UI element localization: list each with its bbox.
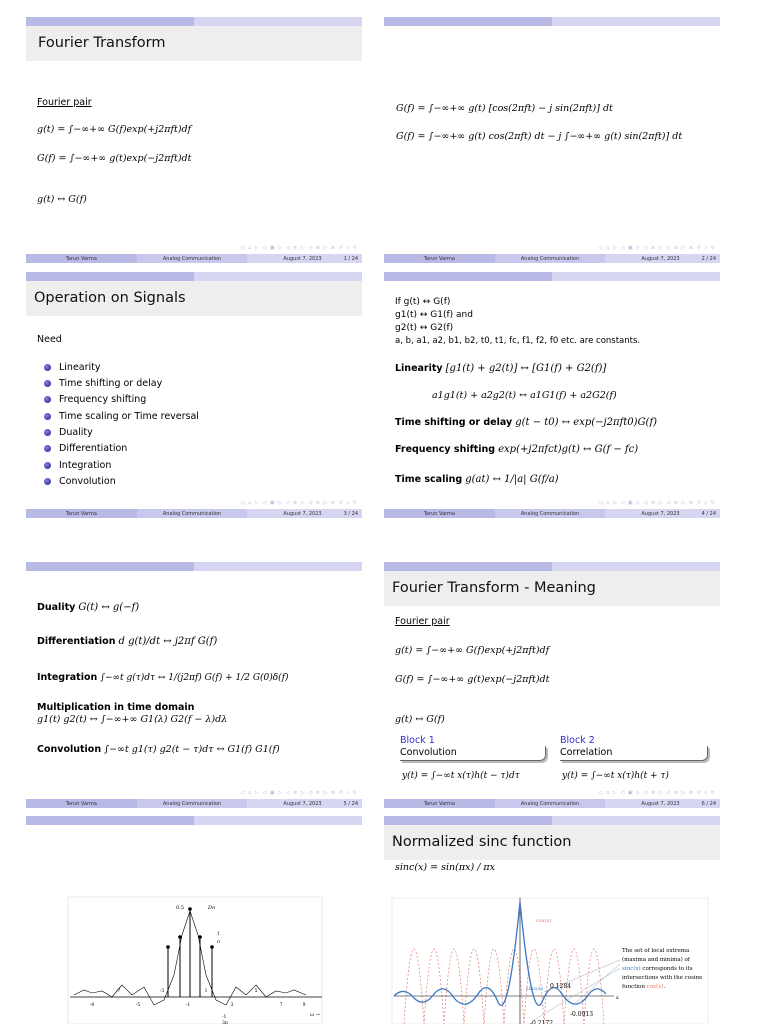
page-number: 6 / 24 [701, 800, 717, 807]
footer-course: Analog Communication [495, 509, 606, 518]
footer-course: Analog Communication [495, 254, 606, 263]
given-line: If g(t) ↔ G(f) [395, 297, 451, 307]
slide-footer [26, 254, 362, 263]
equation: ∫−∞t g(τ)dτ ↔ 1/(j2πf) G(f) + 1/2 G(0)δ(f) [100, 673, 289, 683]
equation: G(f) = ∫−∞+∞ g(t) [cos(2πft) − j sin(2πft)] dt [396, 103, 613, 114]
block-1 [400, 735, 546, 765]
tick-label: -3 [159, 989, 165, 994]
fourier-pair-label: Fourier pair [37, 97, 92, 108]
tick-label: 9 [302, 1003, 306, 1008]
list-item: Integration [44, 460, 111, 471]
tick-label: -7 [115, 989, 121, 994]
footer-author: Tarun Varma [384, 254, 495, 263]
slide-title: Fourier Transform [38, 35, 166, 51]
equation: g(t) = ∫−∞+∞ G(f)exp(+j2πft)df [395, 645, 550, 656]
footer-course: Analog Communication [495, 799, 606, 808]
footer-date: August 7, 2023 [641, 510, 680, 517]
value-label: -0.2172 [530, 1020, 554, 1024]
property-label: Integration [37, 672, 98, 683]
property-label: Time shifting or delay [395, 417, 513, 428]
block-2 [560, 735, 708, 765]
page-number: 1 / 24 [343, 255, 359, 262]
list-item: Convolution [44, 476, 116, 487]
neg-den: 3π [222, 1021, 228, 1024]
footer-date: August 7, 2023 [283, 510, 322, 517]
neg-num: -1 [222, 1015, 227, 1020]
tick-label: -1 [185, 1003, 191, 1008]
given-line: a, b, a1, a2, b1, b2, t0, t1, fc, f1, f2, f0 etc. are constants. [395, 336, 641, 346]
frac-num: 1 [217, 932, 220, 937]
page-number: 4 / 24 [701, 510, 717, 517]
beamer-nav-icons[interactable]: ◁ ▫ ▷ ◁ ▣ ▷ ◁ ≡ ▷ ◁ ≡ ▷ ≡ ↺ ⌕ ↻ [598, 245, 716, 251]
property-label: Time scaling [395, 474, 463, 485]
slide-1 [26, 17, 362, 263]
equation: G(f) = ∫−∞+∞ g(t)exp(−j2πft)dt [395, 674, 550, 685]
sinc-definition: sinc(x) = sin(πx) / πx [395, 862, 496, 873]
slide-3 [26, 272, 362, 518]
value-label: 0.1284 [550, 983, 571, 990]
footer-date: August 7, 2023 [283, 255, 322, 262]
caption-line: function cos(x). [622, 984, 666, 990]
block-title: Block 1 [400, 735, 435, 746]
footer-date: August 7, 2023 [641, 800, 680, 807]
block-body: Correlation [560, 746, 708, 761]
property-label: Duality [37, 602, 76, 613]
slide-5 [26, 562, 362, 808]
slide-header-bar [384, 272, 720, 281]
slide-title: Normalized sinc function [392, 834, 572, 850]
dn-label: Dn [208, 905, 216, 911]
footer-author: Tarun Varma [384, 509, 495, 518]
slide-title: Operation on Signals [34, 290, 186, 306]
slide-header-bar [384, 17, 720, 26]
equation: G(f) = ∫−∞+∞ g(t)exp(−j2πft)dt [37, 153, 192, 164]
tick-label: -9 [89, 1003, 95, 1008]
beamer-nav-icons[interactable]: ◁ ▫ ▷ ◁ ▣ ▷ ◁ ≡ ▷ ◁ ≡ ▷ ≡ ↺ ⌕ ↻ [598, 790, 716, 796]
equation: d g(t)/dt ↔ j2πf G(f) [118, 636, 218, 647]
equation: g(t − t0) ↔ exp(−j2πft0)G(f) [515, 417, 658, 428]
slide-7 [26, 816, 362, 1024]
line-spectrum-figure [26, 825, 362, 1024]
footer-course: Analog Communication [137, 254, 248, 263]
footer-date: August 7, 2023 [283, 800, 322, 807]
frac-den: π [217, 940, 220, 945]
slide-header-bar [26, 562, 362, 571]
equation: g1(t) g2(t) ↔ ∫−∞+∞ G1(λ) G2(f − λ)dλ [37, 714, 228, 725]
footer-date: August 7, 2023 [641, 255, 680, 262]
beamer-nav-icons[interactable]: ◁ ▫ ▷ ◁ ▣ ▷ ◁ ≡ ▷ ◁ ≡ ▷ ≡ ↺ ⌕ ↻ [240, 790, 358, 796]
page-number: 3 / 24 [343, 510, 359, 517]
equation: exp(+j2πfct)g(t) ↔ G(f − fc) [498, 444, 639, 455]
slide-header-bar [26, 17, 362, 26]
given-line: g1(t) ↔ G1(f) and [395, 310, 473, 320]
list-item: Frequency shifting [44, 394, 146, 405]
sinc-plot [384, 894, 720, 1024]
tick-label: 1 [204, 989, 208, 994]
equation: a1g1(t) + a2g2(t) ↔ a1G1(f) + a2G2(f) [432, 390, 617, 401]
tick-label: -5 [135, 1003, 141, 1008]
slide-header-bar [26, 816, 362, 825]
value-label: -0.0913 [570, 1011, 594, 1018]
footer-author: Tarun Varma [26, 799, 137, 808]
list-item: Time scaling or Time reversal [44, 411, 199, 422]
property-label: Multiplication in time domain [37, 702, 195, 713]
equation: g(t) = ∫−∞+∞ G(f)exp(+j2πft)df [37, 124, 192, 135]
slide-2 [384, 17, 720, 263]
block-body: Convolution [400, 746, 546, 761]
given-line: g2(t) ↔ G2(f) [395, 323, 454, 333]
page-number: 5 / 24 [343, 800, 359, 807]
tick-label: 5 [254, 989, 258, 994]
list-item: Duality [44, 427, 93, 438]
slide-header-bar [26, 272, 362, 281]
equation: G(f) = ∫−∞+∞ g(t) cos(2πft) dt − j ∫−∞+∞ g(t) sin(2πft)] dt [396, 131, 683, 142]
fourier-pair-label: Fourier pair [395, 616, 450, 627]
slide-title: Fourier Transform - Meaning [392, 580, 596, 596]
footer-author: Tarun Varma [384, 799, 495, 808]
equation: G(t) ↔ g(−f) [78, 602, 140, 613]
peak-label: 0.5 [176, 905, 184, 911]
list-item: Time shifting or delay [44, 378, 162, 389]
slide-footer [384, 509, 720, 518]
equation: g(t) ↔ G(f) [395, 714, 445, 725]
tick-label: 7 [279, 1003, 283, 1008]
sinc-label: sinc(x) [526, 986, 543, 992]
footer-course: Analog Communication [137, 509, 248, 518]
page-number: 2 / 24 [701, 255, 717, 262]
beamer-nav-icons[interactable]: ◁ ▫ ▷ ◁ ▣ ▷ ◁ ≡ ▷ ◁ ≡ ▷ ≡ ↺ ⌕ ↻ [240, 500, 358, 506]
tick-label: 3 [230, 1003, 234, 1008]
need-label: Need [37, 334, 62, 345]
slide-footer [26, 509, 362, 518]
property-label: Differentiation [37, 636, 116, 647]
caption-line: The set of local extrema [622, 948, 690, 954]
equation: g(at) ↔ 1/|a| G(f/a) [465, 474, 559, 485]
equation: [g1(t) + g2(t)] ↔ [G1(f) + G2(f)] [445, 363, 607, 374]
slide-4 [384, 272, 720, 518]
slide-footer [26, 799, 362, 808]
cos-label: cos(x) [536, 918, 552, 924]
slide-footer [384, 799, 720, 808]
x-axis-label: x [616, 995, 619, 1001]
property-label: Linearity [395, 363, 443, 374]
equation: ∫−∞t g1(τ) g2(t − τ)dτ ↔ G1(f) G1(f) [104, 744, 280, 755]
slide-footer [384, 254, 720, 263]
footer-course: Analog Communication [137, 799, 248, 808]
equation: y(t) = ∫−∞t x(τ)h(t − τ)dτ [402, 771, 520, 781]
caption-line: sinc(x) corresponds to its [622, 966, 693, 972]
axis-label: ω → [310, 1012, 320, 1018]
slide-6 [384, 562, 720, 808]
beamer-nav-icons[interactable]: ◁ ▫ ▷ ◁ ▣ ▷ ◁ ≡ ▷ ◁ ≡ ▷ ≡ ↺ ⌕ ↻ [598, 500, 716, 506]
equation: y(t) = ∫−∞t x(τ)h(t + τ) [562, 771, 669, 781]
block-title: Block 2 [560, 735, 595, 746]
list-item: Differentiation [44, 443, 127, 454]
property-label: Frequency shifting [395, 444, 496, 455]
list-item: Linearity [44, 362, 101, 373]
footer-author: Tarun Varma [26, 254, 137, 263]
slide-header-bar [384, 816, 720, 825]
slide-8 [384, 816, 720, 1024]
slide-header-bar [384, 562, 720, 571]
footer-author: Tarun Varma [26, 509, 137, 518]
property-label: Convolution [37, 744, 102, 755]
equation: g(t) ↔ G(f) [37, 194, 87, 205]
beamer-nav-icons[interactable]: ◁ ▫ ▷ ◁ ▣ ▷ ◁ ≡ ▷ ◁ ≡ ▷ ≡ ↺ ⌕ ↻ [240, 245, 358, 251]
caption-line: intersections with the cosine [622, 975, 703, 981]
caption-line: (maxima and minima) of [622, 957, 690, 963]
